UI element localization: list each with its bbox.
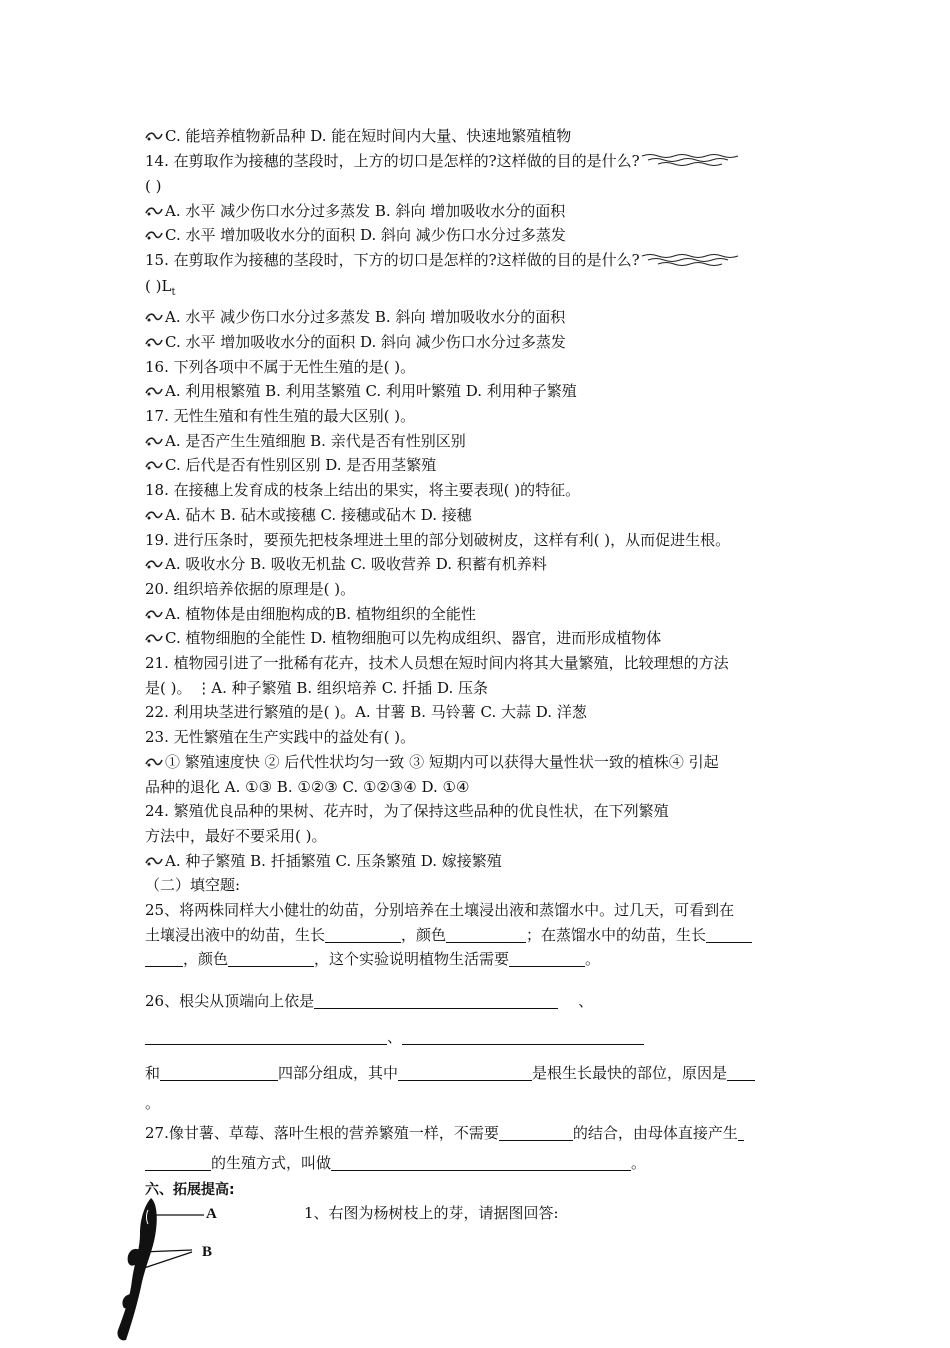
blank-field[interactable] [398, 1065, 532, 1081]
line-20: A. 植物体是由细胞构成的B. 植物组织的全能性 [145, 602, 810, 627]
line-2: 14. 在剪取作为接穗的茎段时，上方的切口是怎样的?这样做的目的是什么? [145, 149, 810, 174]
line-17: 19. 进行压条时，要预先把枝条埋进土里的部分划破树皮，这样有利( )，从而促进生根。 [145, 530, 731, 549]
bullet-marker-icon [145, 608, 163, 620]
line-1: C. 能培养植物新品种 D. 能在短时间内大量、快速地繁殖植物 [145, 124, 810, 149]
bullet-marker-icon [145, 459, 163, 471]
line-29: 方法中，最好不要采用( )。 [145, 826, 327, 845]
bullet-marker-icon [145, 336, 163, 348]
q25-line-2: 土壤浸出液中的幼苗，生长 ，颜色 ；在蒸馏水中的幼苗，生长 [145, 923, 810, 948]
line-22: 21. 植物园引进了一批稀有花卉，技术人员想在短时间内将其大量繁殖，比较理想的方法 [145, 654, 729, 673]
line-18: A. 吸收水分 B. 吸收无机盐 C. 吸收营养 D. 积蓄有机养料 [145, 552, 810, 577]
q26-line-3: 和 四部分组成，其中 是根生长最快的部位，原因是 [145, 1058, 810, 1088]
q25-line-3: ，颜色 ，这个实验说明植物生活需要 。 [145, 947, 810, 972]
question-block [145, 124, 810, 1203]
bullet-marker-icon [145, 385, 163, 397]
bullet-marker-icon [145, 558, 163, 570]
line-8: A. 水平 减少伤口水分过多蒸发 B. 斜向 增加吸收水分的面积 [145, 305, 810, 330]
figure-question: 1、右图为杨树枝上的芽，请据图回答: [304, 1204, 559, 1222]
line-10: 16. 下列各项中不属于无性生殖的是( )。 [145, 357, 416, 376]
line-4: A. 水平 减少伤口水分过多蒸发 B. 斜向 增加吸收水分的面积 [145, 199, 810, 224]
q26-line-2: 、 [145, 1022, 810, 1052]
line-5: C. 水平 增加吸收水分的面积 D. 斜向 减少伤口水分过多蒸发 [145, 223, 810, 248]
bullet-marker-icon [145, 509, 163, 521]
line-23: 是( )。 ⋮A. 种子繁殖 B. 组织培养 C. 扦插 D. 压条 [145, 678, 488, 697]
line-26: ① 繁殖速度快 ② 后代性状均匀一致 ③ 短期内可以获得大量性状一致的植株④ 引起 [145, 750, 810, 775]
line-19: 20. 组织培养依据的原理是( )。 [145, 579, 356, 598]
bullet-marker-icon [145, 756, 163, 768]
line-16: A. 砧木 B. 砧木或接穗 C. 接穗或砧木 D. 接穗 [145, 503, 810, 528]
q25-line-1: 25、将两株同样大小健壮的幼苗，分别培养在土壤浸出液和蒸馏水中。过几天，可看到在 [145, 901, 735, 920]
line-15: 18. 在接穗上发育成的枝条上结出的果实，将主要表现( )的特征。 [145, 481, 581, 500]
blank-field[interactable] [145, 1029, 387, 1045]
q26-line-1: 26、根尖从顶端向上依是 、 [145, 992, 594, 1011]
q26-line-4: 。 [145, 1094, 161, 1113]
blank-field[interactable] [402, 1029, 644, 1045]
line-3: ( ) [145, 177, 162, 196]
line-13: A. 是否产生生殖细胞 B. 亲代是否有性别区别 [145, 429, 810, 454]
wavy-decoration-icon [640, 249, 740, 274]
blank-field[interactable] [509, 951, 585, 967]
q27-line-1: 27.像甘薯、草莓、落叶生根的营养繁殖一样，不需要 的结合，由母体直接产生 [145, 1118, 810, 1148]
bullet-marker-icon [145, 205, 163, 217]
label-a: A [206, 1206, 217, 1222]
line-24: 22. 利用块茎进行繁殖的是( )。A. 甘薯 B. 马铃薯 C. 大蒜 D. 洋葱 [145, 703, 587, 722]
line-28: 24. 繁殖优良品种的果树、花卉时，为了保持这些品种的优良性状，在下列繁殖 [145, 802, 669, 821]
section-fill-title: （二）填空题: [145, 876, 241, 895]
blank-field[interactable] [331, 1155, 631, 1171]
line-9: C. 水平 增加吸收水分的面积 D. 斜向 减少伤口水分过多蒸发 [145, 330, 810, 355]
bullet-marker-icon [145, 311, 163, 323]
bullet-marker-icon [145, 632, 163, 644]
q27-line-2: 的生殖方式，叫做 。 [145, 1148, 810, 1178]
blank-field[interactable] [706, 927, 752, 943]
blank-field[interactable] [228, 951, 314, 967]
blank-field[interactable] [727, 1065, 755, 1081]
bullet-marker-icon [145, 435, 163, 447]
blank-field[interactable] [314, 993, 558, 1009]
blank-field[interactable] [738, 1125, 744, 1141]
wavy-decoration-icon [640, 149, 740, 174]
poplar-bud-figure [96, 1190, 236, 1344]
blank-field[interactable] [325, 927, 401, 943]
line-25: 23. 无性繁殖在生产实践中的益处有( )。 [145, 728, 416, 747]
bullet-marker-icon [145, 130, 163, 142]
blank-field[interactable] [145, 951, 183, 967]
line-11: A. 利用根繁殖 B. 利用茎繁殖 C. 利用叶繁殖 D. 利用种子繁殖 [145, 379, 810, 404]
line-12: 17. 无性生殖和有性生殖的最大区别( )。 [145, 407, 416, 426]
blank-field[interactable] [145, 1155, 211, 1171]
bullet-marker-icon [145, 855, 163, 867]
line-27: 品种的退化 A. ①③ B. ①②③ C. ①②③④ D. ①④ [145, 777, 470, 796]
line-30: A. 种子繁殖 B. 扦插繁殖 C. 压条繁殖 D. 嫁接繁殖 [145, 849, 810, 874]
blank-field[interactable] [160, 1065, 278, 1081]
label-b: B [202, 1244, 213, 1260]
section-6-title: 六、拓展提高: [145, 1182, 235, 1199]
bullet-marker-icon [145, 229, 163, 241]
blank-field[interactable] [499, 1125, 573, 1141]
blank-field[interactable] [446, 927, 526, 943]
line-21: C. 植物细胞的全能性 D. 植物细胞可以先构成组织、器官，进而形成植物体 [145, 626, 810, 651]
line-6: 15. 在剪取作为接穗的茎段时，下方的切口是怎样的?这样做的目的是什么? [145, 248, 810, 273]
line-14: C. 后代是否有性别区别 D. 是否用茎繁殖 [145, 453, 810, 478]
line-7: ( )$L_t$ [145, 276, 176, 298]
stray-mark: L [161, 276, 172, 295]
